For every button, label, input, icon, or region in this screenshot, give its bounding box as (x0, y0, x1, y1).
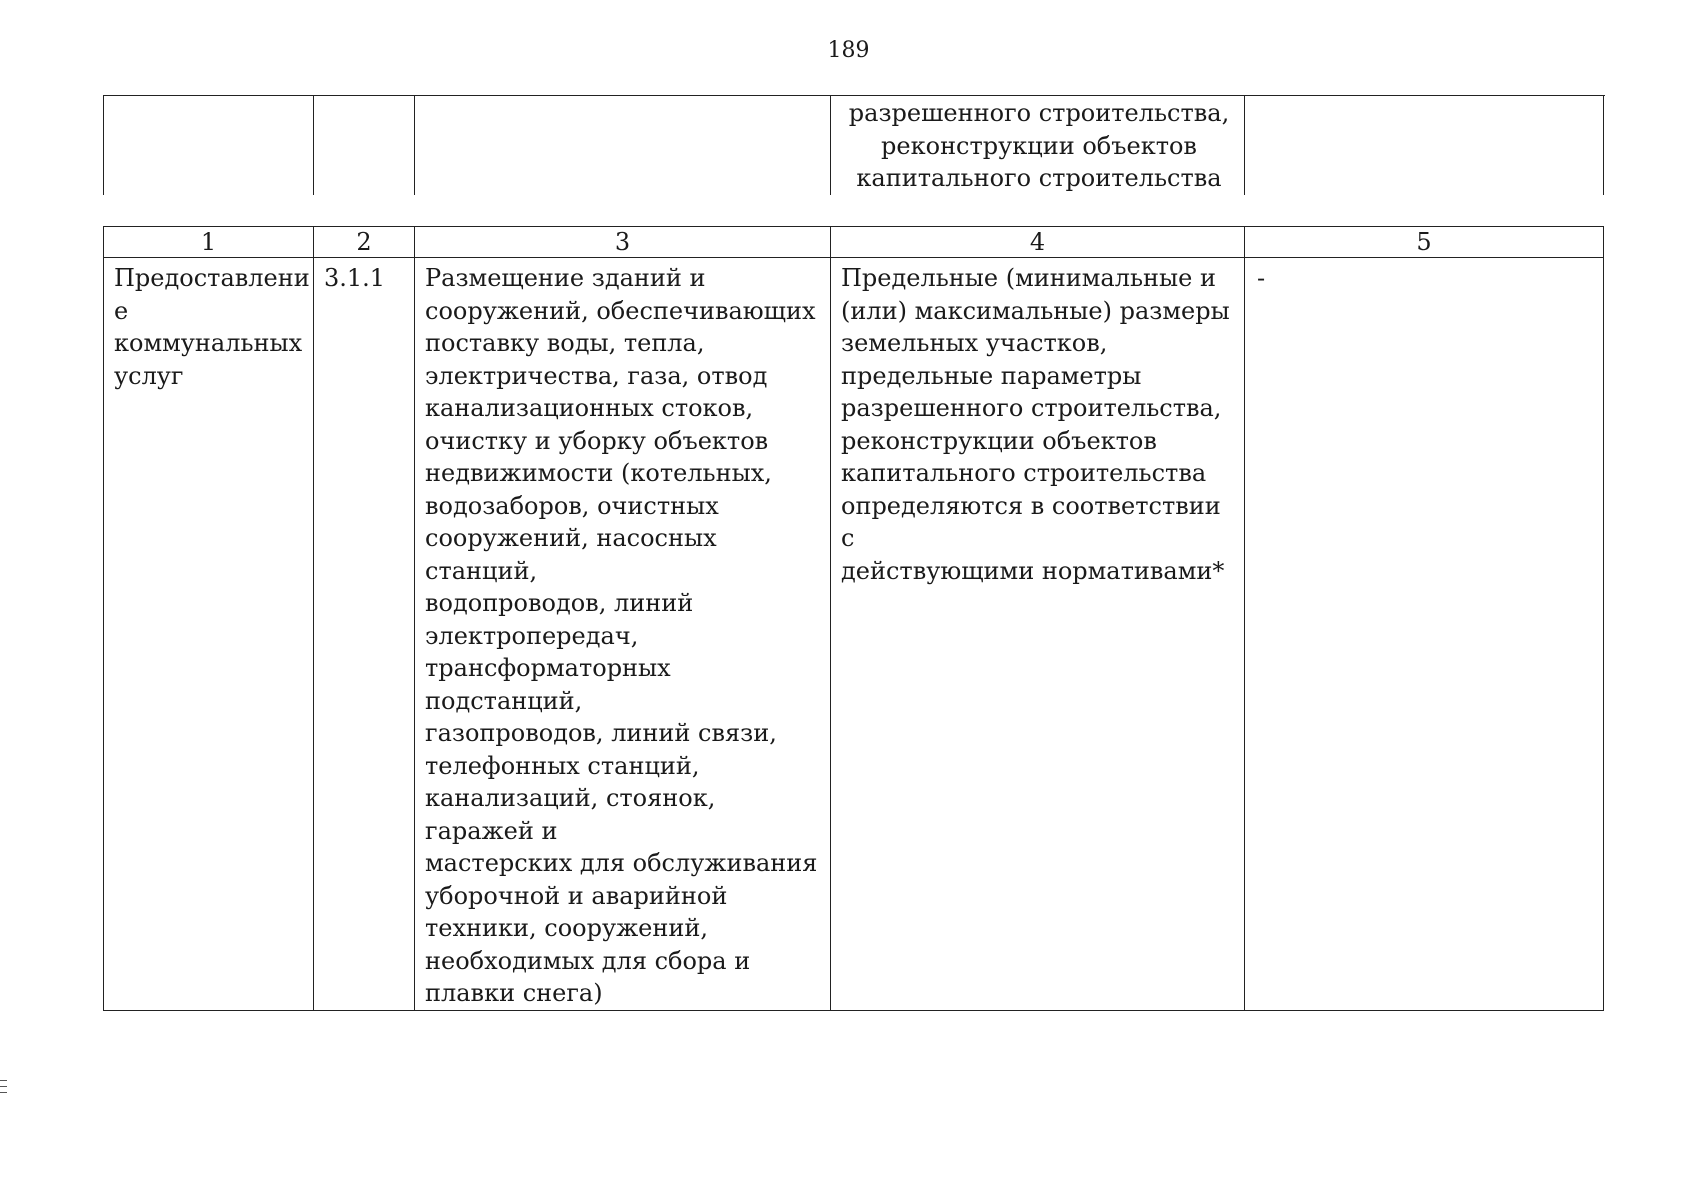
column-header-3: 3 (415, 227, 831, 258)
continuation-col-border (103, 95, 104, 195)
continuation-col-border (414, 95, 415, 195)
column-number-header-row (104, 227, 1604, 258)
land-use-table (103, 226, 1604, 1011)
land-use-name-cell (104, 258, 314, 1011)
margin-mark (0, 1080, 7, 1081)
page-number: 189 (827, 38, 870, 63)
column-header-2: 2 (314, 227, 415, 258)
continuation-col-border (1603, 95, 1604, 195)
table-row (104, 258, 1604, 1011)
parameters-text: Предельные (минимальные и (или) максимальные) размеры земельных участков, предельные параметры разрешенного строительства, реконструкции объектов капитального строительства определяются в соответствии с действующими нормативами* (841, 264, 1230, 585)
land-use-code: 3.1.1 (324, 264, 386, 292)
continuation-top-border (103, 95, 1605, 96)
land-use-description: Размещение зданий и сооружений, обеспечивающих поставку воды, тепла, электричества, газа, отвод канализационных стоков, очистку и уборку объектов недвижимости (котельных, водозаборов, очистных сооружений, насосных станций, водопроводов, линий электропередач, трансформаторных подстанций, газопроводов, линий связи, телефонных станций, канализаций, стоянок, гаражей и мастерских для обслуживания уборочной и аварийной техники, сооружений, необходимых для сбора и плавки снега) (425, 264, 818, 1007)
column-header-5: 5 (1245, 227, 1604, 258)
column-header-1: 1 (104, 227, 314, 258)
restrictions-cell (1245, 258, 1604, 1011)
restrictions-text: - (1257, 264, 1266, 292)
margin-mark (0, 1092, 7, 1093)
margin-mark (0, 1086, 7, 1087)
parameters-cell (831, 258, 1245, 1011)
continuation-table-fragment (103, 95, 1605, 195)
column-header-4: 4 (831, 227, 1245, 258)
continuation-col-border (313, 95, 314, 195)
land-use-code-cell (314, 258, 415, 1011)
land-use-description-cell (415, 258, 831, 1011)
continuation-col4-text: разрешенного строительства, реконструкции объектов капитального строительства (848, 99, 1230, 192)
land-use-name: Предоставлени е коммунальных услуг (114, 264, 310, 390)
